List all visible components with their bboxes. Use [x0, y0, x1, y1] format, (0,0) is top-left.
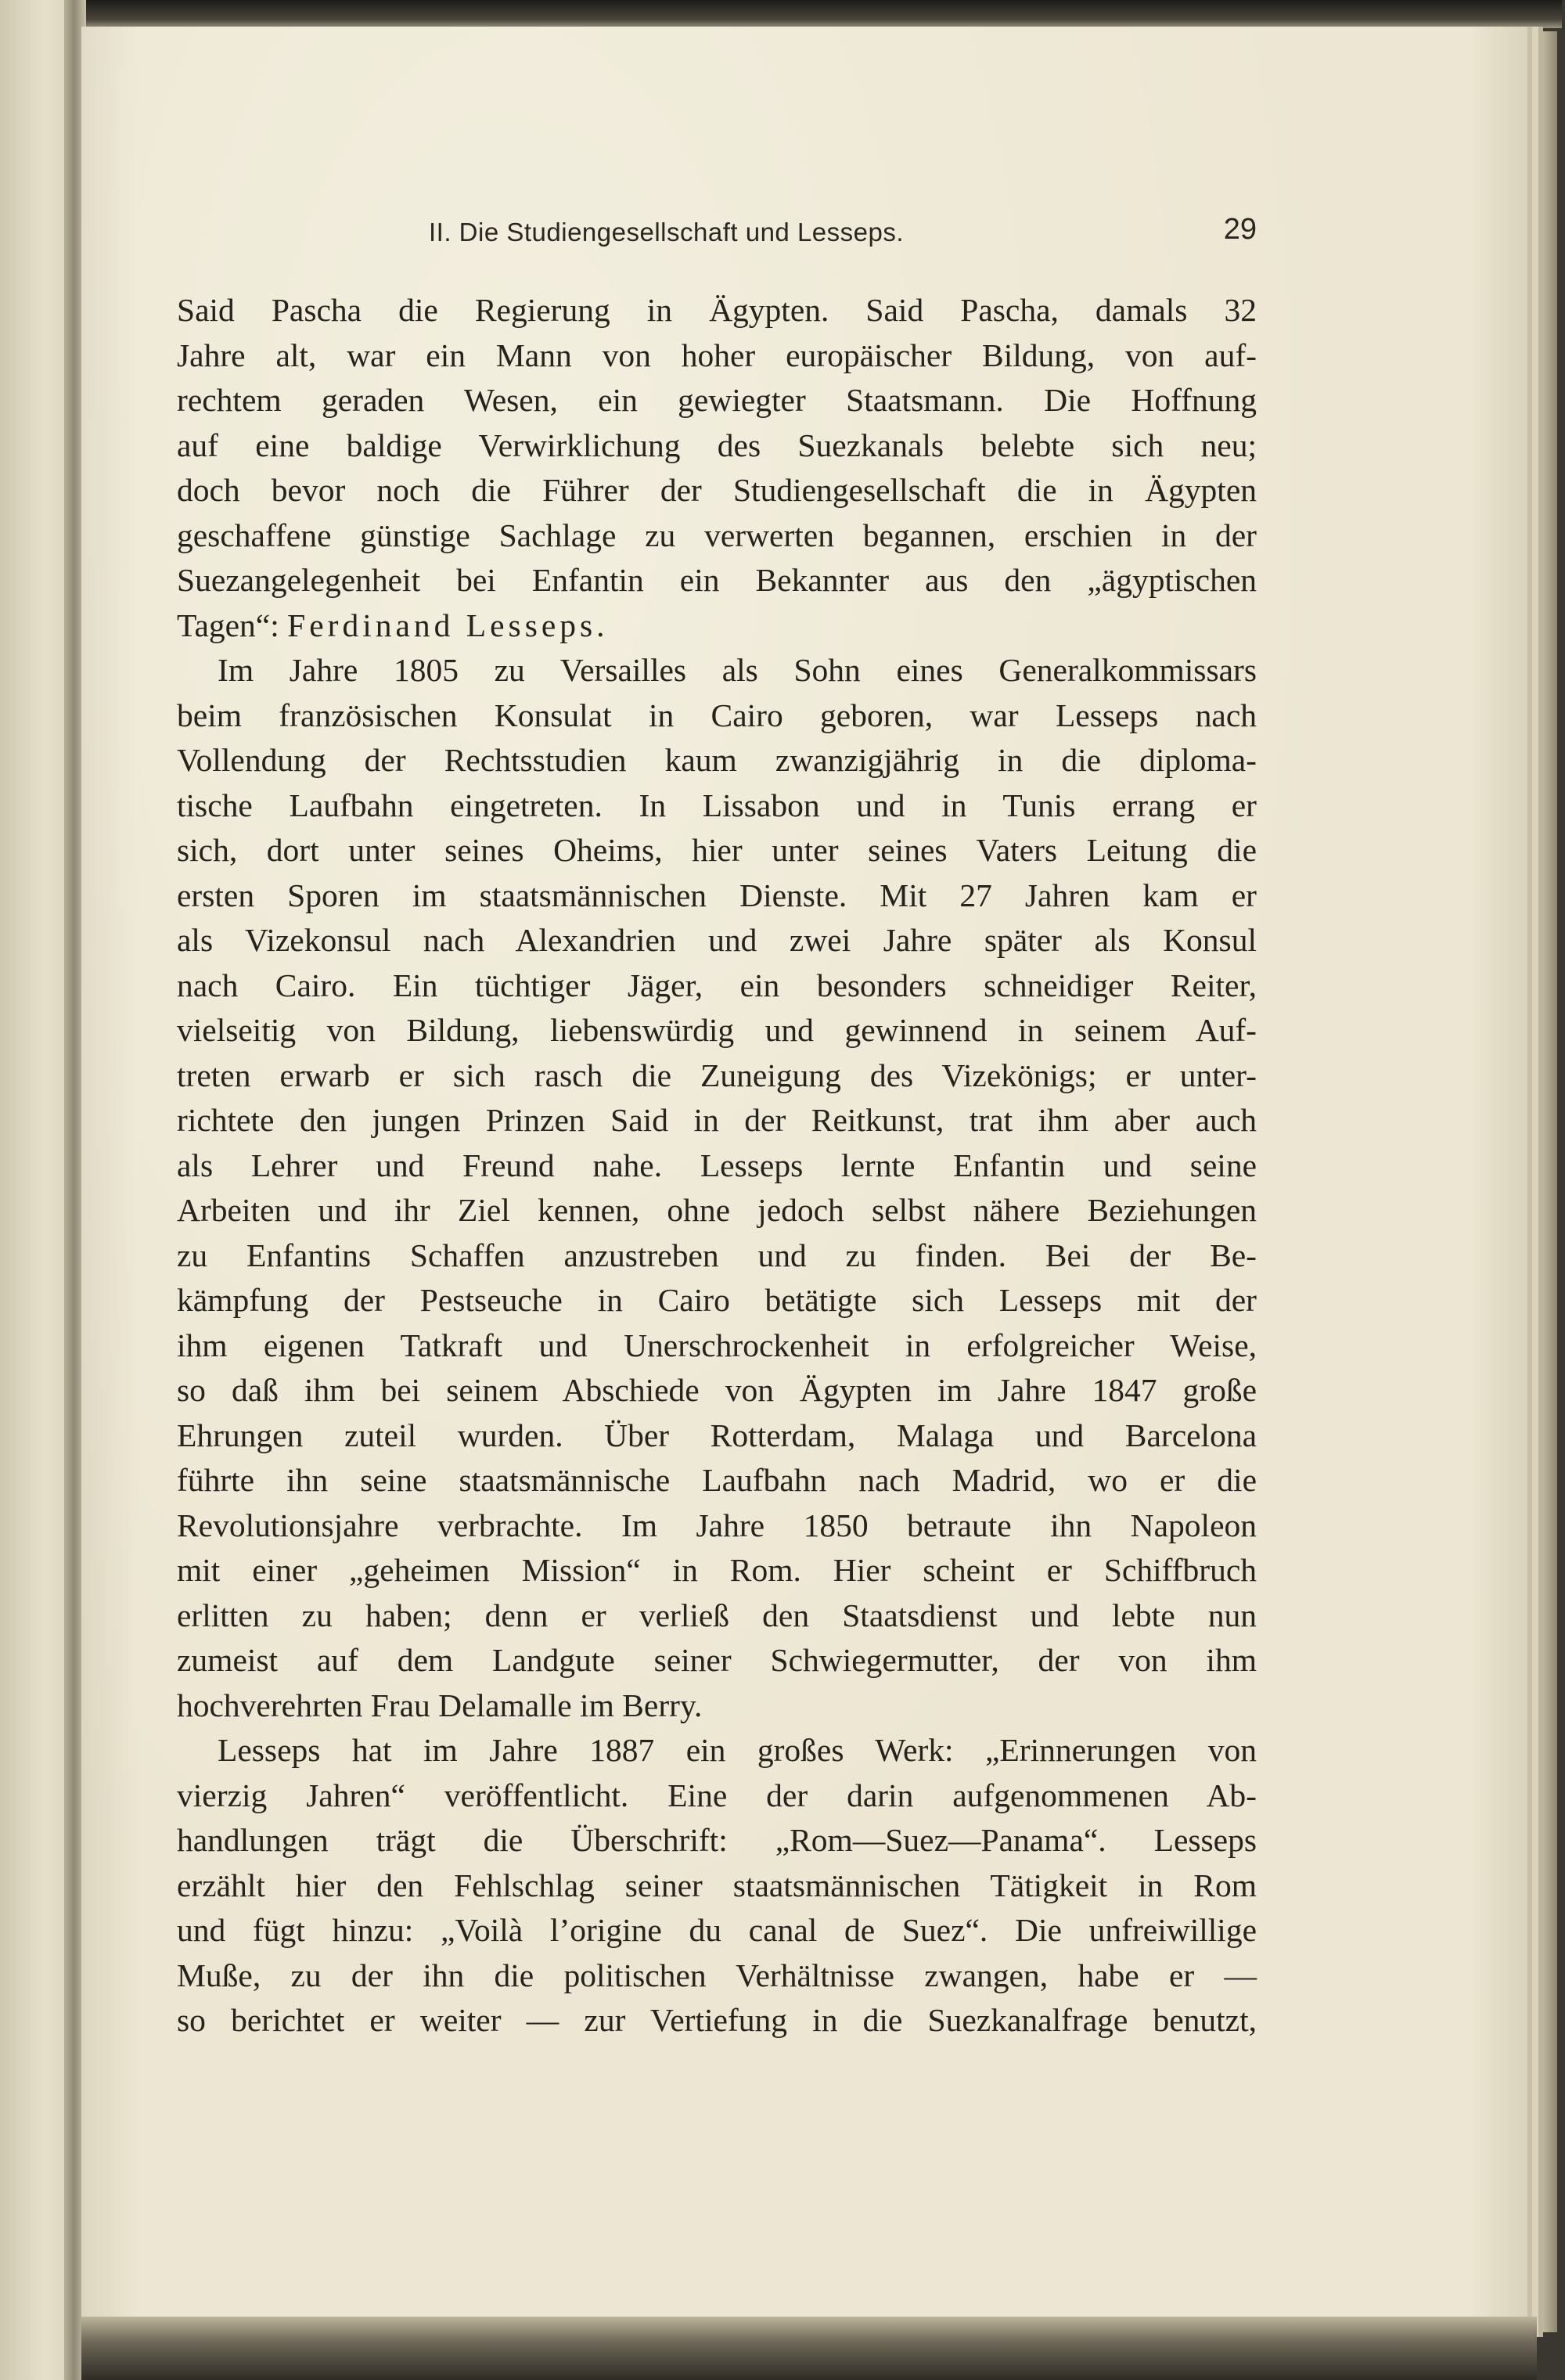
text-line: Jahre alt, war ein Mann von hoher europäischer Bildung, von auf-	[177, 337, 1257, 373]
text-line: hochverehrten Frau Delamalle im Berry.	[177, 1687, 703, 1723]
text-line: so berichtet er weiter — zur Vertiefung in die Suezkanalfrage benutzt,	[177, 2002, 1257, 2038]
text-line: Revolutionsjahre verbrachte. Im Jahre 1850 betraute ihn Napoleon	[177, 1507, 1257, 1543]
body-text	[177, 288, 1257, 2043]
text-line: ersten Sporen im staatsmännischen Dienste. Mit 27 Jahren kam er	[177, 877, 1257, 913]
text-line: Said Pascha die Regierung in Ägypten. Said Pascha, damals 32	[177, 292, 1257, 328]
text-line: Arbeiten und ihr Ziel kennen, ohne jedoch selbst nähere Beziehungen	[177, 1192, 1257, 1228]
text-line: handlungen trägt die Überschrift: „Rom—Suez—Panama“. Lesseps	[177, 1822, 1257, 1858]
text-line: Im Jahre 1805 zu Versailles als Sohn eines Generalkommissars	[218, 652, 1257, 688]
running-head: II. Die Studiengesellschaft und Lesseps.	[429, 218, 905, 247]
text-line: führte ihn seine staatsmännische Laufbahn nach Madrid, wo er die	[177, 1462, 1257, 1498]
spaced-name: Ferdinand Lesseps.	[287, 607, 609, 643]
text-line: zumeist auf dem Landgute seiner Schwiegermutter, der von ihm	[177, 1642, 1257, 1678]
text-line: erlitten zu haben; denn er verließ den Staatsdienst und lebte nun	[177, 1597, 1257, 1633]
text-line: vielseitig von Bildung, liebenswürdig und gewinnend in seinem Auf-	[177, 1012, 1257, 1048]
text-line: beim französischen Konsulat in Cairo geboren, war Lesseps nach	[177, 697, 1257, 733]
text-line: ihm eigenen Tatkraft und Unerschrockenheit in erfolgreicher Weise,	[177, 1327, 1257, 1363]
text-line: Muße, zu der ihn die politischen Verhältnisse zwangen, habe er —	[177, 1957, 1257, 1993]
text-line: vierzig Jahren“ veröffentlicht. Eine der darin aufgenommenen Ab-	[177, 1777, 1257, 1813]
top-edge-shadow	[75, 0, 1562, 28]
text-line	[177, 603, 1257, 649]
text-line: kämpfung der Pestseuche in Cairo betätigte sich Lesseps mit der	[177, 1282, 1257, 1318]
text-line: sich, dort unter seines Oheims, hier unter seines Vaters Leitung die	[177, 832, 1257, 868]
text-line: so daß ihm bei seinem Abschiede von Ägypten im Jahre 1847 große	[177, 1372, 1257, 1408]
text-line: treten erwarb er sich rasch die Zuneigung des Vizekönigs; er unter-	[177, 1057, 1257, 1093]
page-number: 29	[1223, 213, 1257, 246]
text-line: und fügt hinzu: „Voilà l’origine du canal de Suez“. Die unfreiwillige	[177, 1912, 1257, 1948]
text-line: Lesseps hat im Jahre 1887 ein großes Werk: „Erinnerungen von	[218, 1732, 1257, 1768]
text-line: auf eine baldige Verwirklichung des Suezkanals belebte sich neu;	[177, 427, 1257, 463]
text-line: Suezangelegenheit bei Enfantin ein Bekannter aus den „ägyptischen	[177, 562, 1257, 598]
text-line: rechtem geraden Wesen, ein gewiegter Staatsmann. Die Hoffnung	[177, 382, 1257, 418]
text-line: doch bevor noch die Führer der Studiengesellschaft die in Ägypten	[177, 472, 1257, 508]
text-fragment: Tagen“:	[177, 607, 279, 643]
text-line: tische Laufbahn eingetreten. In Lissabon und in Tunis errang er	[177, 787, 1257, 823]
text-line: geschaffene günstige Sachlage zu verwerten begannen, erschien in der	[177, 517, 1257, 553]
text-line: Vollendung der Rechtsstudien kaum zwanzigjährig in die diploma-	[177, 742, 1257, 778]
text-line: richtete den jungen Prinzen Said in der Reitkunst, trat ihm aber auch	[177, 1102, 1257, 1138]
text-line: zu Enfantins Schaffen anzustreben und zu finden. Bei der Be-	[177, 1237, 1257, 1273]
text-line: Ehrungen zuteil wurden. Über Rotterdam, Malaga und Barcelona	[177, 1417, 1257, 1453]
bottom-edge-shadow	[81, 2317, 1537, 2380]
text-line: nach Cairo. Ein tüchtiger Jäger, ein besonders schneidiger Reiter,	[177, 967, 1257, 1003]
text-line: mit einer „geheimen Mission“ in Rom. Hier scheint er Schiffbruch	[177, 1552, 1257, 1588]
text-line: als Lehrer und Freund nahe. Lesseps lernte Enfantin und seine	[177, 1147, 1257, 1183]
text-line: erzählt hier den Fehlschlag seiner staatsmännischen Tätigkeit in Rom	[177, 1867, 1257, 1903]
text-line: als Vizekonsul nach Alexandrien und zwei Jahre später als Konsul	[177, 922, 1257, 958]
